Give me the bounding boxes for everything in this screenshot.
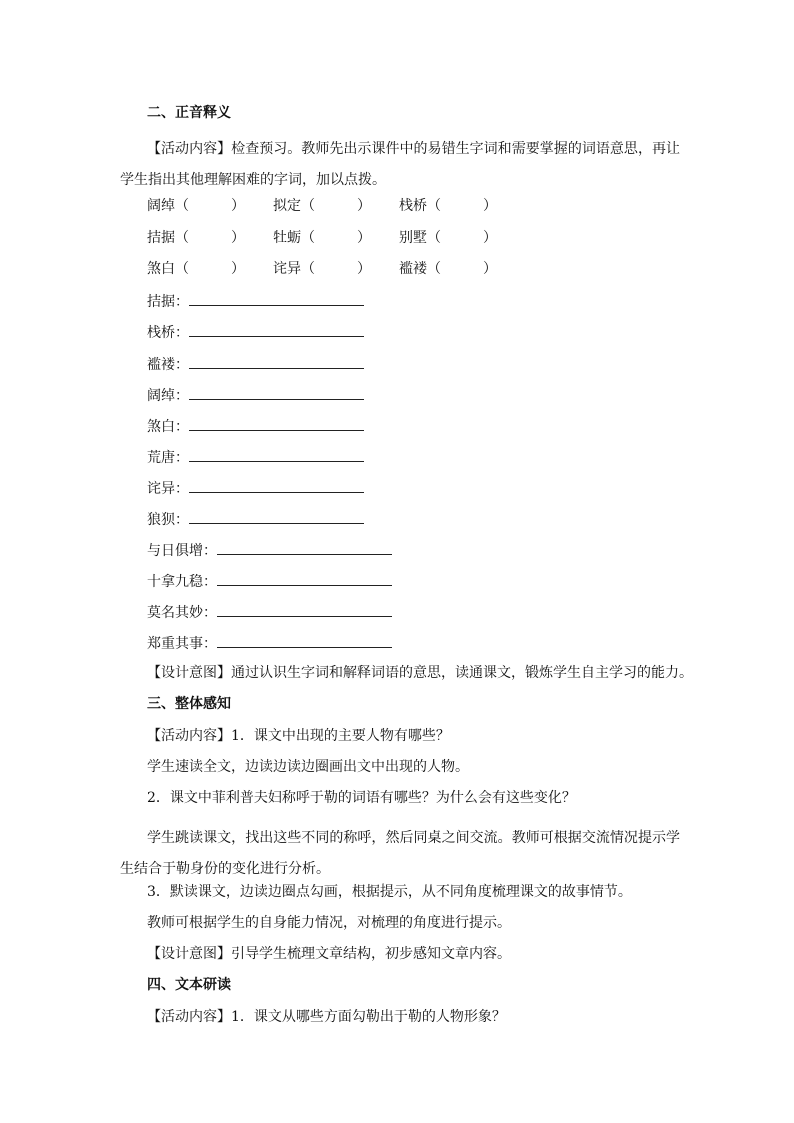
design-intent-2 (147, 666, 693, 680)
pinyin-item: 拟定（ ） (273, 198, 371, 214)
question-guidance: 学生速读全文，边读边读边圈画出文中出现的人物。 (147, 759, 469, 775)
answer-blank[interactable] (217, 573, 392, 586)
definition-line (147, 635, 392, 651)
definition-line (147, 449, 364, 465)
definition-term: 莫名其妙： (147, 605, 217, 621)
answer-blank[interactable] (189, 449, 364, 462)
design-label: 【设计意图】 (147, 946, 231, 962)
activity-label: 【活动内容】 (147, 728, 231, 744)
design-text: 引导学生梳理文章结构，初步感知文章内容。 (231, 946, 511, 962)
section-heading-3: 三、整体感知 (147, 696, 231, 712)
question-guidance: 教师可根据学生的自身能力情况，对梳理的角度进行提示。 (147, 915, 511, 931)
pinyin-item: 栈桥（ ） (399, 198, 497, 214)
answer-blank[interactable] (189, 387, 364, 400)
activity-question-2: 2．课文中菲利普夫妇称呼于勒的词语有哪些？为什么会有这些变化？ (147, 790, 576, 806)
definition-term: 诧异： (147, 481, 189, 497)
answer-blank[interactable] (217, 542, 392, 555)
pinyin-item: 牡蛎（ ） (273, 230, 371, 246)
activity-question-1 (147, 729, 450, 743)
question-text: 1．课文从哪些方面勾勒出于勒的人物形象？ (231, 1009, 506, 1025)
definition-term: 栈桥： (147, 325, 189, 341)
definition-term: 十拿九稳： (147, 574, 217, 590)
answer-blank[interactable] (189, 293, 364, 306)
definition-line (147, 324, 364, 340)
activity-question-4-1 (147, 1010, 506, 1024)
definition-line (147, 387, 364, 403)
section-heading-2: 二、正音释义 (147, 105, 231, 121)
answer-blank[interactable] (189, 480, 364, 493)
definition-line (147, 604, 392, 620)
definition-term: 拮据： (147, 294, 189, 310)
pinyin-item: 褴褛（ ） (399, 261, 497, 277)
activity-label: 【活动内容】 (147, 141, 232, 157)
definition-term: 郑重其事： (147, 636, 217, 652)
definition-line (147, 573, 392, 589)
design-intent-3 (147, 947, 511, 961)
answer-blank[interactable] (189, 418, 364, 431)
pinyin-item: 阔绰（ ） (147, 198, 245, 214)
answer-blank[interactable] (189, 356, 364, 369)
answer-blank[interactable] (217, 635, 392, 648)
definition-line (147, 511, 364, 527)
design-label: 【设计意图】 (147, 665, 231, 681)
pinyin-item: 诧异（ ） (273, 261, 371, 277)
definition-line (147, 418, 364, 434)
definition-line (147, 480, 364, 496)
activity-text: 检查预习。教师先出示课件中的易错生字词和需要掌握的词语意思，再让学生指出其他理解困难的字词，加以点拨。 (120, 141, 681, 188)
question-text: 1．课文中出现的主要人物有哪些？ (231, 728, 450, 744)
activity-paragraph-2 (120, 134, 680, 196)
pinyin-item: 拮据（ ） (147, 230, 245, 246)
definition-term: 煞白： (147, 419, 189, 435)
definition-line (147, 542, 392, 558)
answer-blank[interactable] (217, 604, 392, 617)
definition-term: 狼狈： (147, 512, 189, 528)
pinyin-item: 别墅（ ） (399, 230, 497, 246)
definition-term: 与日俱增： (147, 543, 217, 559)
activity-label: 【活动内容】 (147, 1009, 231, 1025)
answer-blank[interactable] (189, 324, 364, 337)
activity-question-3: 3．默读课文，边读边圈点勾画，根据提示，从不同角度梳理课文的故事情节。 (147, 884, 632, 900)
definition-term: 荒唐： (147, 450, 189, 466)
definition-term: 阔绰： (147, 388, 189, 404)
definition-term: 褴褛： (147, 357, 189, 373)
answer-blank[interactable] (189, 511, 364, 524)
definition-line (147, 293, 364, 309)
design-text: 通过认识生字词和解释词语的意思，读通课文，锻炼学生自主学习的能力。 (231, 665, 693, 681)
pinyin-item: 煞白（ ） (147, 261, 245, 277)
definition-line (147, 356, 364, 372)
section-heading-4: 四、文本研读 (147, 977, 231, 993)
question-guidance: 学生跳读课文，找出这些不同的称呼，然后同桌之间交流。教师可根据交流情况提示学生结合于勒身份的变化进行分析。 (120, 830, 680, 877)
